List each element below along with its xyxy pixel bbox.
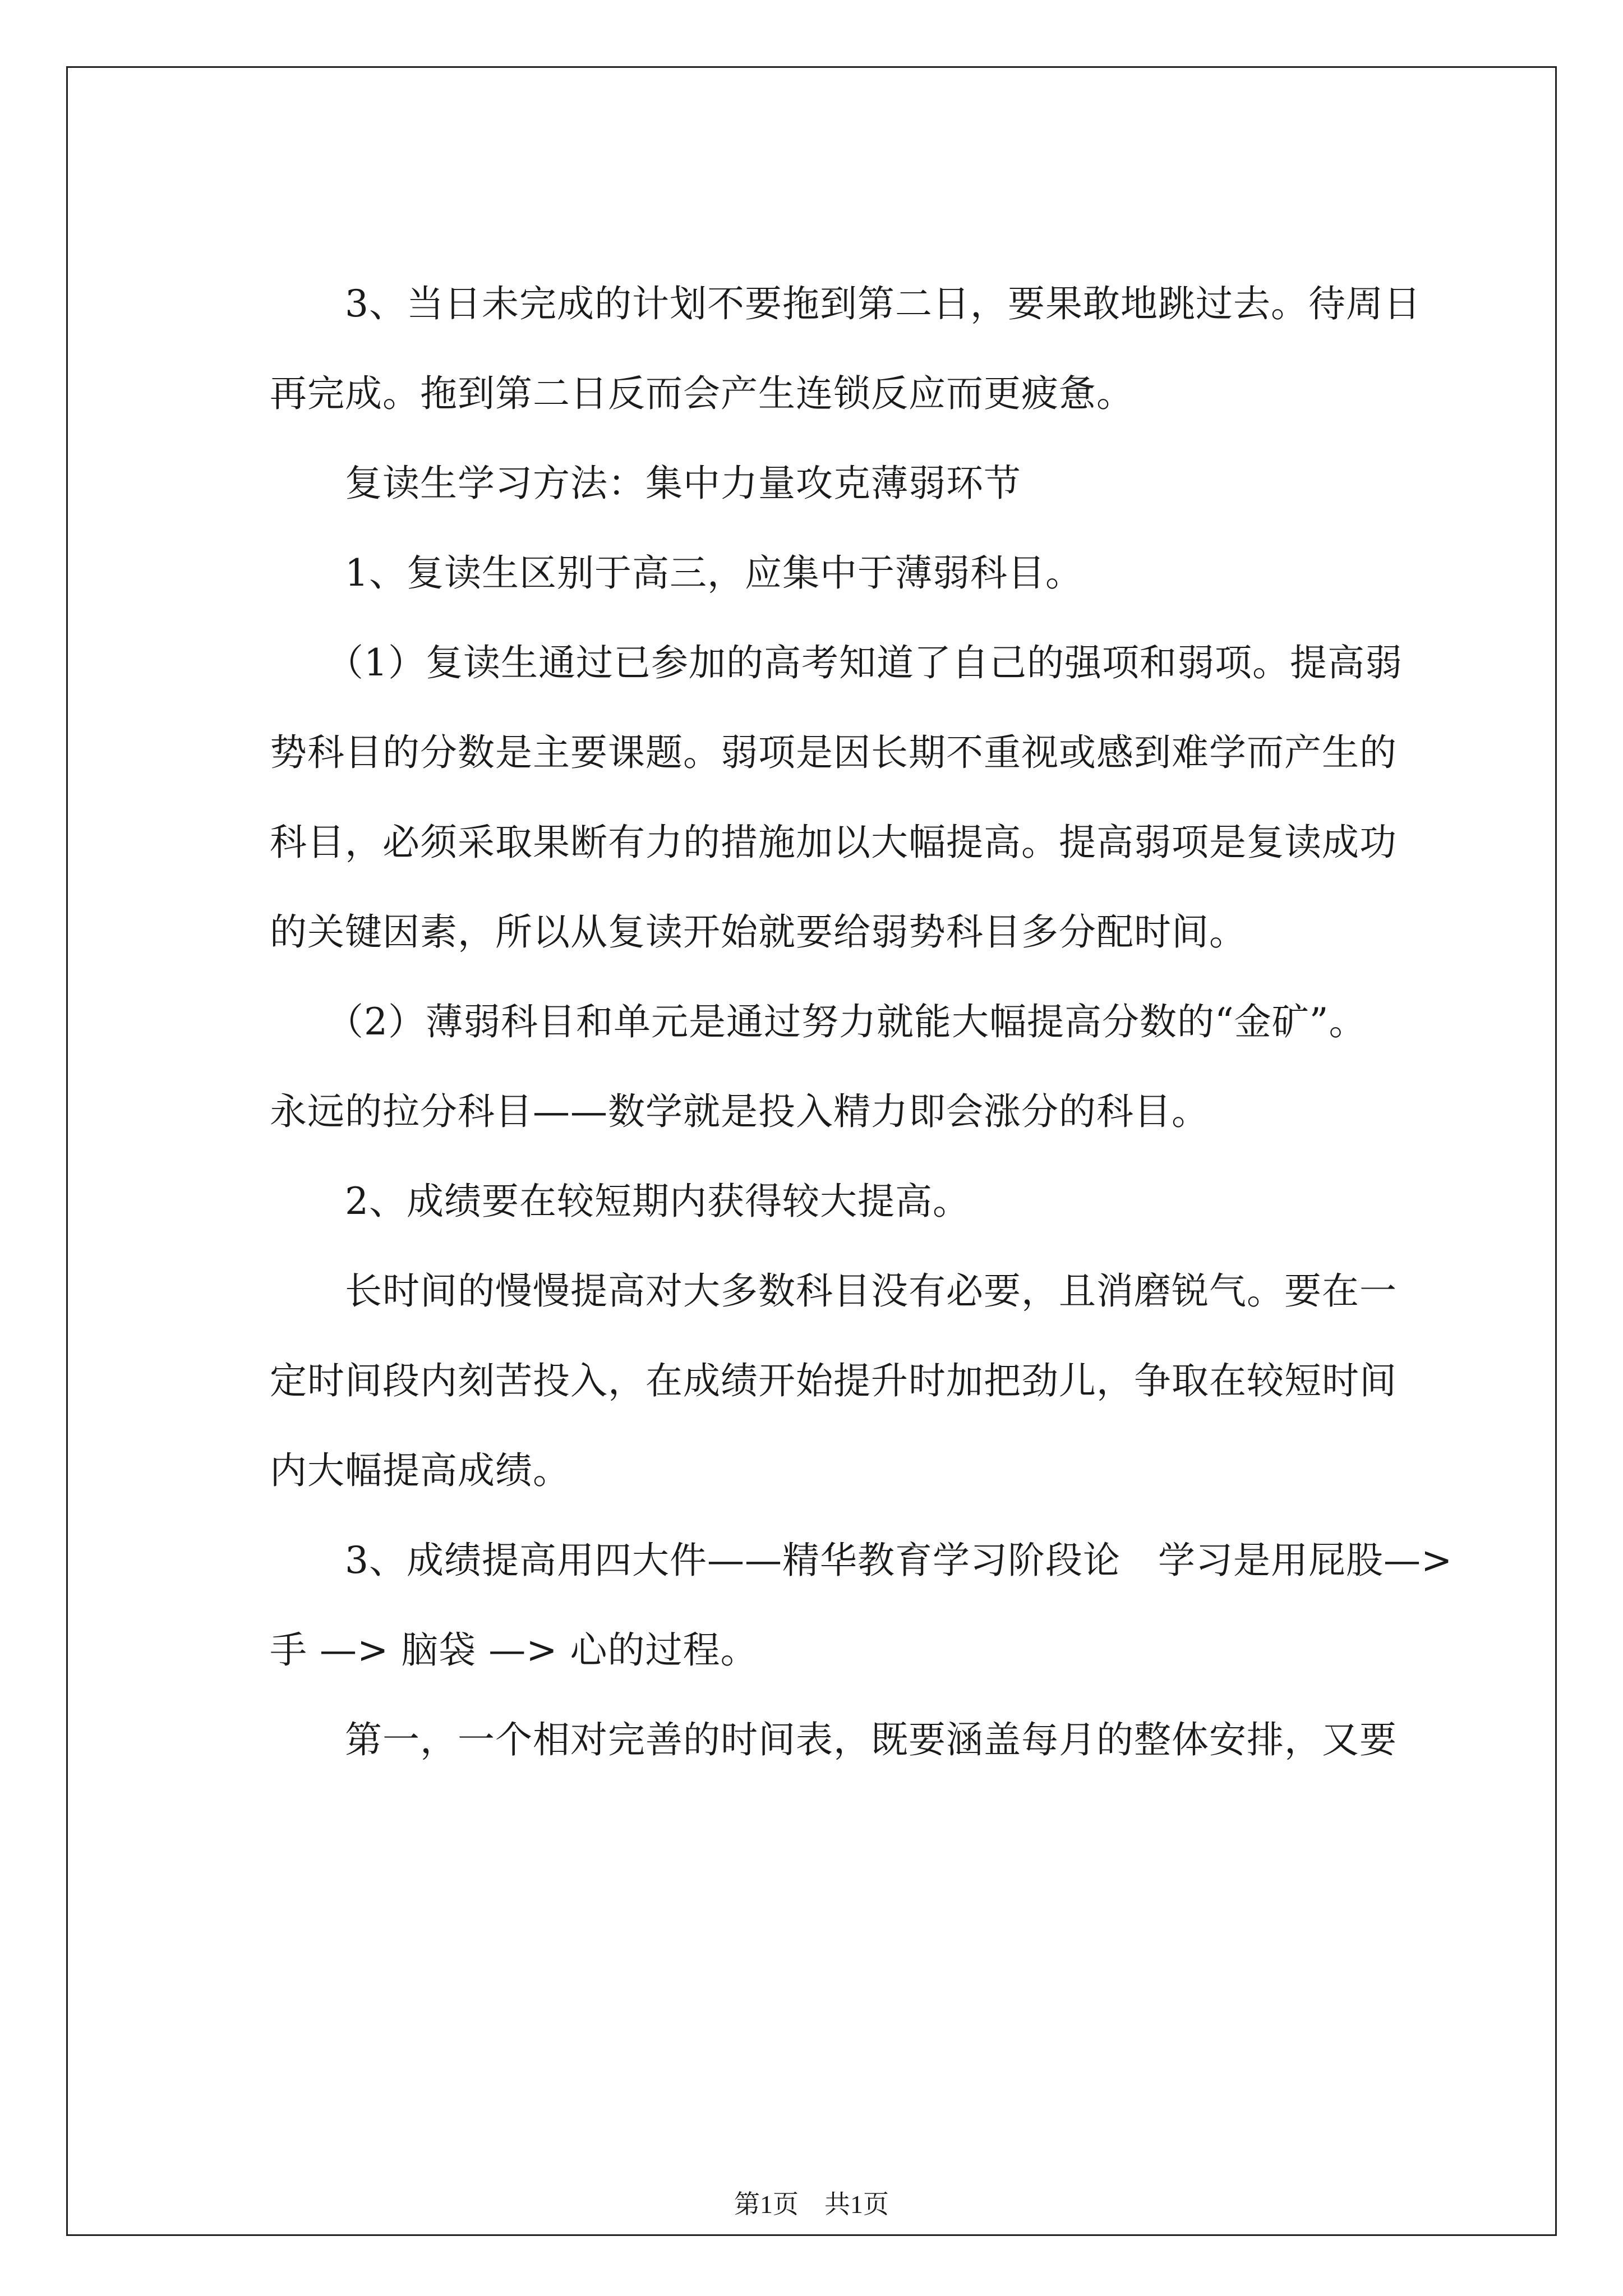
text-line: （2）薄弱科目和单元是通过努力就能大幅提高分数的“金矿”。 xyxy=(270,1000,1367,1043)
text-line: 2、成绩要在较短期内获得较大提高。 xyxy=(270,1180,970,1223)
text-line: 再完成。拖到第二日反而会产生连锁反应而更疲惫。 xyxy=(270,372,1134,415)
text-line: 3、成绩提高用四大件——精华教育学习阶段论 学习是用屁股—> xyxy=(270,1539,1453,1582)
text-line: 科目，必须采取果断有力的措施加以大幅提高。提高弱项是复读成功 xyxy=(270,821,1397,864)
page-footer: 第1页 共1页 xyxy=(734,2190,889,2219)
text-line: 定时间段内刻苦投入，在成绩开始提升时加把劲儿，争取在较短时间 xyxy=(270,1359,1397,1402)
document-body xyxy=(68,68,1555,2234)
text-line: 第一，一个相对完善的时间表，既要涵盖每月的整体安排，又要 xyxy=(270,1718,1397,1761)
text-line: 3、当日未完成的计划不要拖到第二日，要果敢地跳过去。待周日 xyxy=(270,282,1421,325)
text-line: 长时间的慢慢提高对大多数科目没有必要，且消磨锐气。要在一 xyxy=(270,1269,1397,1313)
section-heading: 复读生学习方法：集中力量攻克薄弱环节 xyxy=(270,462,1021,505)
text-line: 势科目的分数是主要课题。弱项是因长期不重视或感到难学而产生的 xyxy=(270,731,1397,774)
text-line: 的关键因素，所以从复读开始就要给弱势科目多分配时间。 xyxy=(270,910,1247,954)
text-line: （1）复读生通过已参加的高考知道了自己的强项和弱项。提高弱 xyxy=(270,641,1403,684)
text-line: 手 —> 脑袋 —> 心的过程。 xyxy=(270,1628,758,1672)
text-line: 1、复读生区别于高三，应集中于薄弱科目。 xyxy=(270,551,1083,595)
page-border xyxy=(66,66,1557,2236)
text-line: 永远的拉分科目——数学就是投入精力即会涨分的科目。 xyxy=(270,1090,1209,1133)
text-line: 内大幅提高成绩。 xyxy=(270,1449,570,1492)
